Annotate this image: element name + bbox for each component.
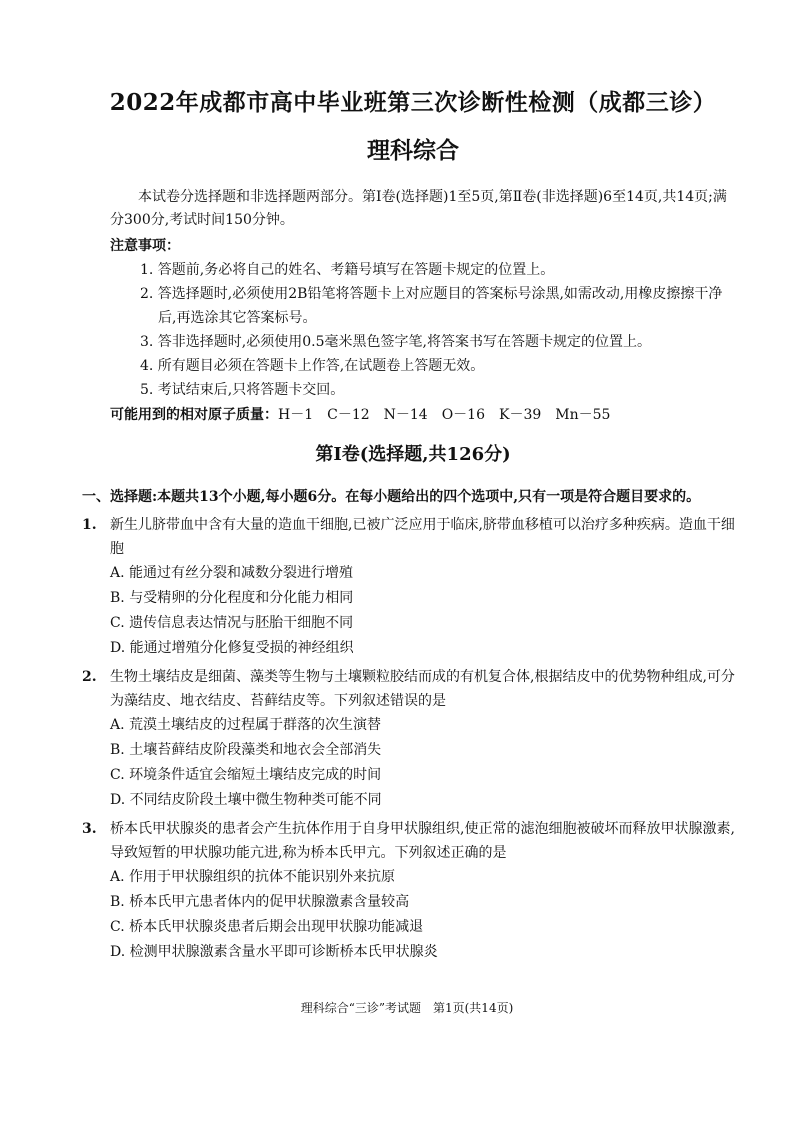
- question-text: 新生儿脐带血中含有大量的造血干细胞,已被广泛应用于临床,脐带血移植可以治疗多种疾病。造血干细胞: [110, 517, 735, 557]
- atomic-masses-label: 可能用到的相对原子质量：: [110, 407, 278, 423]
- option-a: A. 荒漠土壤结皮的过程属于群落的次生演替: [110, 717, 382, 733]
- notice-item: 3. 答非选择题时,必须使用0.5毫米黑色签字笔,将答案书写在答题卡规定的位置上。: [140, 334, 651, 350]
- question-text: 桥本氏甲状腺炎的患者会产生抗体作用于自身甲状腺组织,使正常的滤泡细胞被破坏而释放甲状腺激素,导致短暂的甲状腺功能亢进,称为桥本氏甲亢。下列叙述正确的是: [110, 821, 735, 861]
- option-a: A. 作用于甲状腺组织的抗体不能识别外来抗原: [110, 869, 396, 885]
- question-stem: [82, 513, 736, 561]
- question-stem: [82, 817, 736, 865]
- question-1: [82, 513, 736, 661]
- question-number: 3.: [82, 821, 97, 837]
- section-heading: 第Ⅰ卷(选择题,共126分): [315, 444, 511, 465]
- option-c: C. 环境条件适宜会缩短土壤结皮完成的时间: [110, 767, 382, 783]
- option-d: D. 检测甲状腺激素含量水平即可诊断桥本氏甲状腺炎: [110, 944, 438, 960]
- notice-list: [110, 258, 736, 402]
- question-3: [82, 817, 736, 965]
- option-d: D. 能通过增殖分化修复受损的神经组织: [110, 640, 354, 656]
- notice-item: 1. 答题前,务必将自己的姓名、考籍号填写在答题卡规定的位置上。: [140, 262, 555, 278]
- option-list: [82, 713, 736, 813]
- exam-title: 2022年成都市高中毕业班第三次诊断性检测（成都三诊）: [109, 89, 717, 116]
- option-b: B. 桥本氏甲亢患者体内的促甲状腺激素含量较高: [110, 894, 410, 910]
- notice-title: 注意事项：: [110, 238, 180, 254]
- exam-subtitle: 理科综合: [367, 137, 459, 164]
- page-footer: 理科综合“三诊”考试题 第1页(共14页): [300, 1001, 514, 1015]
- question-number: 1.: [82, 517, 97, 533]
- intro-paragraph: 本试卷分选择题和非选择题两部分。第Ⅰ卷(选择题)1至5页,第Ⅱ卷(非选择题)6至14页,共14页;满分300分,考试时间150分钟。: [110, 189, 727, 228]
- question-stem: [82, 665, 736, 713]
- part-heading: 一、选择题:本题共13个小题,每小题6分。在每小题给出的四个选项中,只有一项是符合题目要求的。: [82, 489, 701, 505]
- option-list: [82, 865, 736, 965]
- question-2: [82, 665, 736, 813]
- notice-item: 4. 所有题目必须在答题卡上作答,在试题卷上答题无效。: [140, 358, 485, 374]
- option-c: C. 桥本氏甲状腺炎患者后期会出现甲状腺功能减退: [110, 919, 424, 935]
- atomic-masses: [110, 403, 736, 427]
- option-b: B. 土壤苔藓结皮阶段藻类和地衣会全部消失: [110, 742, 382, 758]
- option-list: [82, 561, 736, 661]
- option-b: B. 与受精卵的分化程度和分化能力相同: [110, 590, 354, 606]
- question-number: 2.: [82, 669, 97, 685]
- notice-item: 5. 考试结束后,只将答题卡交回。: [140, 382, 345, 398]
- option-d: D. 不同结皮阶段土壤中微生物种类可能不同: [110, 792, 382, 808]
- question-text: 生物土壤结皮是细菌、藻类等生物与土壤颗粒胶结而成的有机复合体,根据结皮中的优势物种组成,可分为藻结皮、地衣结皮、苔藓结皮等。下列叙述错误的是: [110, 669, 735, 709]
- option-a: A. 能通过有丝分裂和减数分裂进行增殖: [110, 565, 354, 581]
- atomic-masses-values: H－1 C－12 N－14 O－16 K－39 Mn－55: [278, 407, 611, 423]
- notice-item: 2. 答选择题时,必须使用2B铅笔将答题卡上对应题目的答案标号涂黑,如需改动,用橡皮擦擦干净后,再选涂其它答案标号。: [140, 286, 723, 326]
- option-c: C. 遗传信息表达情况与胚胎干细胞不同: [110, 615, 354, 631]
